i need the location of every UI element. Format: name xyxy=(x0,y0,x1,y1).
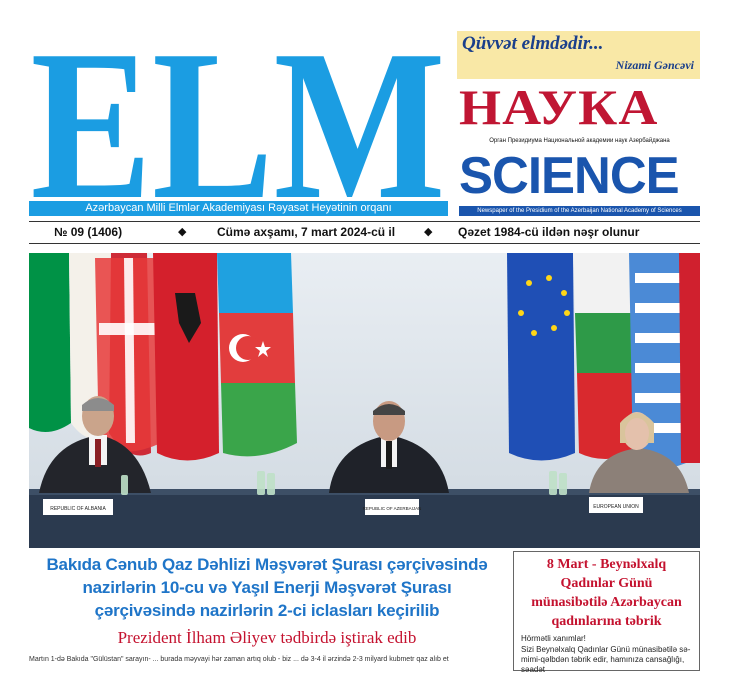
elm-subtitle: Azərbaycan Milli Elmlər Akademiyası Rəyasət Heyətinin orqanı xyxy=(29,201,448,216)
headline-line: Bakıda Cənub Qaz Dəhlizi Məşvərət Şurası çərçivəsində xyxy=(46,555,488,574)
sidebar-title-line: münasibətilə Azərbaycan xyxy=(531,595,682,610)
sidebar-body: Sizi Beynəlxalq Qadınlar Günü münasibətilə sə- mimi-qəlbdən təbrik edir, hamınıza cansağlığı, səadət xyxy=(521,645,691,674)
elm-logo-text: ELM xyxy=(30,31,446,201)
headline-line: nazirlərin 10-cu və Yaşıl Enerji Məşvərət Şurası xyxy=(82,578,452,597)
article-headline xyxy=(29,553,505,622)
svg-text:EUROPEAN UNION: EUROPEAN UNION xyxy=(593,504,639,510)
svg-text:REPUBLIC OF AZERBAIJAN: REPUBLIC OF AZERBAIJAN xyxy=(362,506,422,511)
sidebar-title-line: qadınlarına təbrik xyxy=(551,614,662,629)
placard-albania xyxy=(43,499,113,515)
front-page-photo xyxy=(29,253,700,548)
flags-right xyxy=(507,253,700,469)
svg-text:REPUBLIC OF ALBANIA: REPUBLIC OF ALBANIA xyxy=(50,506,106,512)
science-subtitle: Newspaper of the Presidium of the Azerbaijan National Academy of Sciences xyxy=(459,206,700,216)
nauka-subtitle: Орган Президиума Национальной академии наук Азербайджана xyxy=(489,138,670,144)
elm-logo xyxy=(29,31,448,201)
sidebar-title-line: 8 Mart - Beynəlxalq xyxy=(546,557,667,572)
sidebar-greeting: Hörmətli xanımlar! xyxy=(521,634,586,643)
science-logo: SCIENCE xyxy=(459,147,679,205)
published-since: Qəzet 1984-cü ildən nəşr olunur xyxy=(458,225,640,239)
summit-photo-illustration xyxy=(29,253,700,548)
article-subheadline: Prezident İlham Əliyev tədbirdə iştirak edib xyxy=(117,628,417,647)
sidebar-title-line: Qadınlar Günü xyxy=(560,576,653,591)
quote-text: Qüvvət elmdədir... xyxy=(462,33,604,54)
sidebar-title xyxy=(516,555,697,631)
placard-azerbaijan xyxy=(363,499,422,515)
placard-european-union xyxy=(589,497,643,513)
issue-date: Cümə axşamı, 7 mart 2024-cü il xyxy=(217,225,396,239)
nauka-logo: НАУКА xyxy=(459,79,659,135)
diamond-icon: ◆ xyxy=(178,226,187,238)
article-body-preview: Martın 1-də Bakıda "Gülüstan" sarayın- ... burada məyvayi hər zaman artıq olub - biz ... də 3-4 il ərzində 2-3 milyard kubmetr qaz alıb et xyxy=(29,656,449,663)
info-bar-bottom-rule xyxy=(29,243,700,244)
quote-author: Nizami Gəncəvi xyxy=(615,58,694,72)
diamond-icon: ◆ xyxy=(424,226,433,238)
issue-number: № 09 (1406) xyxy=(54,225,123,239)
headline-line: çərçivəsində nazirlərin 2-ci iclasları keçirilib xyxy=(94,601,440,620)
info-bar-top-rule xyxy=(29,221,700,222)
